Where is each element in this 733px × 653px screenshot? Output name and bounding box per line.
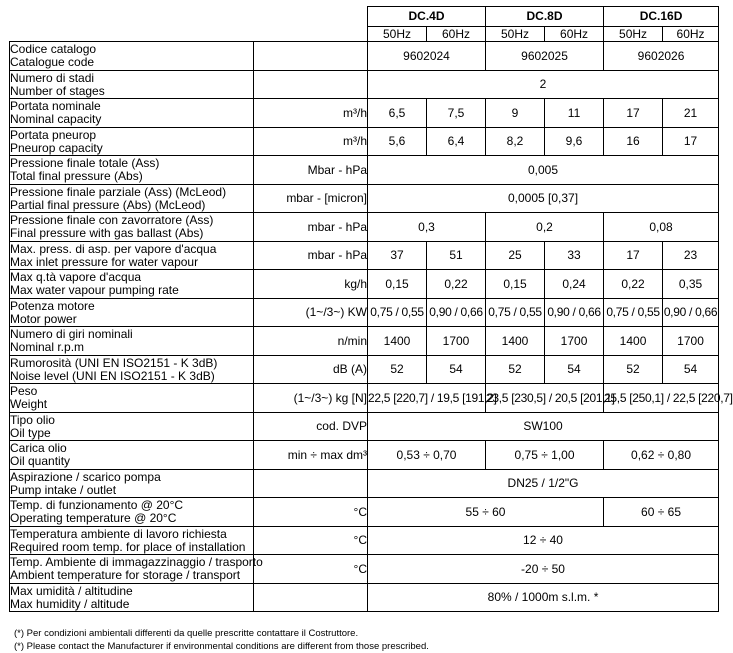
spec-label <box>10 441 254 470</box>
spec-row <box>10 555 719 584</box>
spec-label <box>10 270 254 299</box>
spec-value: 0,005 <box>368 156 719 185</box>
spec-label-english: Operating temperature @ 20°C <box>10 511 177 525</box>
spec-label-english: Weight <box>10 397 48 411</box>
spec-label <box>10 498 254 527</box>
spec-label-english: Pneurop capacity <box>10 140 103 155</box>
spec-value: 7,5 <box>427 99 486 128</box>
spec-label <box>10 356 254 384</box>
spec-label-english: Nominal capacity <box>10 112 102 126</box>
spec-unit: Mbar - hPa <box>254 156 368 185</box>
spec-value: 25 <box>486 242 545 270</box>
spec-label <box>10 299 254 327</box>
spec-row <box>10 384 719 413</box>
spec-row <box>10 99 719 128</box>
spec-value: 9602024 <box>368 42 486 71</box>
spec-row <box>10 413 719 441</box>
spec-label-italian: Temp. Ambiente di immagazzinaggio / trasporto <box>10 555 263 569</box>
spec-label-italian: Pressione finale parziale (Ass) (McLeod) <box>10 184 227 199</box>
spec-unit: mbar - hPa <box>254 242 368 270</box>
spec-value: 55 ÷ 60 <box>368 498 604 527</box>
spec-row <box>10 327 719 356</box>
spec-label-english: Partial final pressure (Abs) (McLeod) <box>10 197 206 212</box>
spec-label-italian: Numero di giri nominali <box>10 327 133 341</box>
spec-value: 23,5 [230,5] / 20,5 [201,1] <box>486 384 604 413</box>
spec-value: 0,15 <box>368 270 427 299</box>
spec-label <box>10 71 254 99</box>
spec-label <box>10 384 254 413</box>
spec-unit <box>254 584 368 612</box>
spec-value: 0,35 <box>663 270 719 299</box>
spec-label-italian: Tipo olio <box>10 412 55 427</box>
spec-unit: m³/h <box>254 99 368 128</box>
spec-value: 80% / 1000m s.l.m. * <box>368 584 719 612</box>
spec-row <box>10 299 719 327</box>
spec-row <box>10 213 719 242</box>
spec-value: 0,75 / 0,55 <box>486 299 545 327</box>
spec-value: 17 <box>604 242 663 270</box>
spec-value: -20 ÷ 50 <box>368 555 719 584</box>
spec-value: 1400 <box>368 327 427 356</box>
spec-unit: m³/h <box>254 128 368 156</box>
spec-row <box>10 185 719 213</box>
spec-value: 9 <box>486 99 545 128</box>
spec-row <box>10 128 719 156</box>
spec-label-italian: Numero di stadi <box>10 70 95 85</box>
spec-label-english: Noise level (UNI EN ISO2151 - K 3dB) <box>10 368 215 383</box>
spec-label-italian: Peso <box>10 384 38 398</box>
spec-label-italian: Temperatura ambiente di lavoro richiesta <box>10 526 227 541</box>
spec-label <box>10 42 254 71</box>
spec-label-english: Max inlet pressure for water vapour <box>10 254 199 269</box>
header-blank <box>10 7 368 42</box>
spec-label <box>10 413 254 441</box>
spec-label <box>10 213 254 242</box>
spec-value: 8,2 <box>486 128 545 156</box>
footnote-italian: (*) Per condizioni ambientali differenti da quelle prescritte contattare il Costruttore. <box>14 628 359 639</box>
spec-label <box>10 327 254 356</box>
spec-unit: min ÷ max dm³ <box>254 441 368 470</box>
spec-value: 0,75 / 0,55 <box>368 299 427 327</box>
spec-value: 52 <box>486 356 545 384</box>
spec-value: 0,22 <box>604 270 663 299</box>
spec-value: 0,62 ÷ 0,80 <box>604 441 719 470</box>
spec-label-english: Motor power <box>10 311 77 326</box>
spec-value: 60 ÷ 65 <box>604 498 719 527</box>
spec-value: 54 <box>427 356 486 384</box>
spec-table <box>9 6 733 612</box>
spec-label-italian: Max q.tà vapore d'acqua <box>10 270 142 284</box>
spec-row <box>10 441 719 470</box>
frequency-header: 60Hz <box>663 27 719 42</box>
spec-value: 52 <box>604 356 663 384</box>
spec-unit: °C <box>254 527 368 555</box>
spec-label-italian: Portata pneurop <box>10 127 97 142</box>
spec-row <box>10 42 719 71</box>
spec-value: 5,6 <box>368 128 427 156</box>
spec-row <box>10 242 719 270</box>
spec-label-english: Max water vapour pumping rate <box>10 283 179 297</box>
spec-label-italian: Max. press. di asp. per vapore d'acqua <box>10 241 217 256</box>
spec-value: 52 <box>368 356 427 384</box>
spec-label-italian: Pressione finale totale (Ass) <box>10 156 160 170</box>
spec-value: 0,90 / 0,66 <box>663 299 719 327</box>
spec-value: 22,5 [220,7] / 19,5 [191,2] <box>368 384 486 413</box>
footnote-english: (*) Please contact the Manufacturer if environmental conditions are different from those prescribed. <box>14 641 429 652</box>
spec-value: DN25 / 1/2"G <box>368 470 719 498</box>
frequency-header: 50Hz <box>604 27 663 42</box>
frequency-header: 60Hz <box>545 27 604 42</box>
spec-value: 9602026 <box>604 42 719 71</box>
spec-value: 0,3 <box>368 213 486 242</box>
spec-row <box>10 270 719 299</box>
spec-value: 54 <box>545 356 604 384</box>
spec-label <box>10 470 254 498</box>
spec-label <box>10 242 254 270</box>
spec-row <box>10 527 719 555</box>
spec-value: 23 <box>663 242 719 270</box>
spec-value: 0,08 <box>604 213 719 242</box>
spec-label-english: Oil quantity <box>10 454 71 468</box>
spec-value: 17 <box>663 128 719 156</box>
spec-value: 1400 <box>604 327 663 356</box>
spec-label-english: Required room temp. for place of installation <box>10 539 246 554</box>
model-header: DC.16D <box>604 7 719 27</box>
spec-label-english: Pump intake / outlet <box>10 482 117 497</box>
frequency-header: 60Hz <box>427 27 486 42</box>
spec-label <box>10 555 263 584</box>
spec-unit: n/min <box>254 327 368 356</box>
spec-value: 0,24 <box>545 270 604 299</box>
spec-value: 9602025 <box>486 42 604 71</box>
spec-label-english: Nominal r.p.m <box>10 340 85 354</box>
spec-unit: cod. DVP <box>254 413 368 441</box>
spec-label-italian: Potenza motore <box>10 298 95 313</box>
spec-value: 33 <box>545 242 604 270</box>
spec-value: 0,22 <box>427 270 486 299</box>
spec-unit: mbar - [micron] <box>254 185 368 213</box>
spec-label <box>10 527 254 555</box>
spec-value: 0,75 ÷ 1,00 <box>486 441 604 470</box>
spec-label-english: Catalogue code <box>10 55 95 69</box>
spec-row <box>10 470 719 498</box>
spec-label-italian: Portata nominale <box>10 99 101 113</box>
spec-label-italian: Temp. di funzionamento @ 20°C <box>10 498 184 512</box>
spec-row <box>10 584 719 612</box>
spec-unit: mbar - hPa <box>254 213 368 242</box>
spec-row <box>10 156 719 185</box>
spec-unit <box>254 42 368 71</box>
spec-value: 21 <box>663 99 719 128</box>
spec-label-italian: Max umidità / altitudine <box>10 583 133 598</box>
spec-value: 51 <box>427 242 486 270</box>
frequency-header: 50Hz <box>368 27 427 42</box>
spec-label-english: Final pressure with gas ballast (Abs) <box>10 226 204 240</box>
model-header: DC.8D <box>486 7 604 27</box>
spec-value: 0,0005 [0,37] <box>368 185 719 213</box>
spec-unit: °C <box>254 555 368 584</box>
spec-value: SW100 <box>368 413 719 441</box>
spec-label <box>10 99 254 128</box>
spec-unit <box>254 470 368 498</box>
spec-label-italian: Pressione finale con zavorratore (Ass) <box>10 213 214 227</box>
spec-label-italian: Carica olio <box>10 441 67 455</box>
spec-unit <box>254 71 368 99</box>
spec-value: 1400 <box>486 327 545 356</box>
spec-unit: (1~/3~) KW <box>254 299 368 327</box>
spec-value: 25,5 [250,1] / 22,5 [220,7] <box>604 384 719 413</box>
spec-value: 1700 <box>545 327 604 356</box>
spec-value: 17 <box>604 99 663 128</box>
spec-row <box>10 71 719 99</box>
spec-value: 0,53 ÷ 0,70 <box>368 441 486 470</box>
spec-row <box>10 498 719 527</box>
spec-unit: kg/h <box>254 270 368 299</box>
model-header: DC.4D <box>368 7 486 27</box>
spec-value: 2 <box>368 71 719 99</box>
spec-unit: dB (A) <box>254 356 368 384</box>
spec-label-english: Number of stages <box>10 83 105 98</box>
spec-label-italian: Aspirazione / scarico pompa <box>10 469 161 484</box>
spec-value: 37 <box>368 242 427 270</box>
spec-value: 1700 <box>427 327 486 356</box>
spec-value: 0,75 / 0,55 <box>604 299 663 327</box>
spec-label-italian: Codice catalogo <box>10 42 97 56</box>
spec-value: 0,90 / 0,66 <box>427 299 486 327</box>
footnotes <box>14 627 429 653</box>
spec-label-italian: Rumorosità (UNI EN ISO2151 - K 3dB) <box>10 355 218 370</box>
spec-label <box>10 128 254 156</box>
spec-label-english: Total final pressure (Abs) <box>10 169 143 183</box>
spec-label <box>10 185 254 213</box>
spec-value: 6,5 <box>368 99 427 128</box>
spec-value: 12 ÷ 40 <box>368 527 719 555</box>
spec-value: 0,90 / 0,66 <box>545 299 604 327</box>
spec-value: 9,6 <box>545 128 604 156</box>
frequency-header: 50Hz <box>486 27 545 42</box>
spec-value: 16 <box>604 128 663 156</box>
spec-table-body <box>10 7 733 612</box>
spec-value: 11 <box>545 99 604 128</box>
spec-unit: (1~/3~) kg [N] <box>254 384 368 413</box>
spec-label-english: Ambient temperature for storage / transport <box>10 568 241 582</box>
spec-value: 1700 <box>663 327 719 356</box>
spec-value: 0,15 <box>486 270 545 299</box>
spec-unit: °C <box>254 498 368 527</box>
spec-label <box>10 584 254 612</box>
spec-row <box>10 356 719 384</box>
spec-label <box>10 156 254 185</box>
model-header-row <box>10 7 719 27</box>
spec-value: 6,4 <box>427 128 486 156</box>
spec-value: 54 <box>663 356 719 384</box>
spec-label-english: Oil type <box>10 425 51 440</box>
spec-label-english: Max humidity / altitude <box>10 596 130 611</box>
spec-value: 0,2 <box>486 213 604 242</box>
